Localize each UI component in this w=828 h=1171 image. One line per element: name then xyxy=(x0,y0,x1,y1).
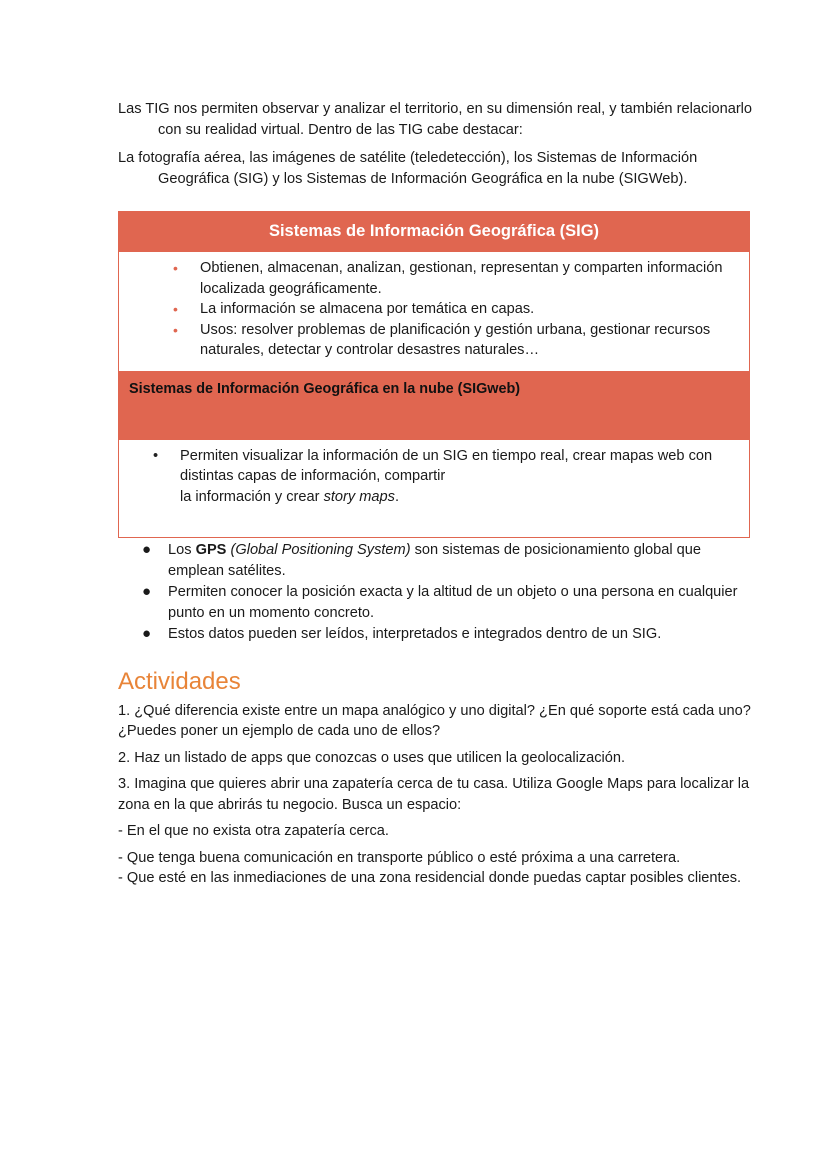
activity-criterion-2: - Que tenga buena comunicación en transporte público o esté próxima a una carretera. xyxy=(118,849,681,866)
bullet-icon: ● xyxy=(142,583,152,600)
bullet-icon: • xyxy=(173,301,178,317)
activity-question-3: 3. Imagina que quieres abrir una zapatería cerca de tu casa. Utiliza Google Maps para localizar la zona en la que abrirás tu negocio. Busca un espacio: xyxy=(118,776,750,813)
intro-paragraph-2: La fotografía aérea, las imágenes de satélite (teledetección), los Sistemas de Información Geográfica (SIG) y los Sistemas de Información Geográfica en la nube (SIGWeb). xyxy=(118,150,698,187)
activity-criterion-1: - En el que no exista otra zapatería cerca. xyxy=(118,823,389,839)
sig-bullet-list xyxy=(119,258,749,361)
activity-criterion-3: - Que esté en las inmediaciones de una zona residencial donde puedas captar posibles clientes. xyxy=(118,870,742,886)
list-item: • Obtienen, almacenan, analizan, gestionan, representan y comparten información localizada geográficamente. xyxy=(173,260,723,297)
list-item: • Permiten visualizar la información de un SIG en tiempo real, crear mapas web con distintas capas de información, compartir la información y crear story maps. xyxy=(153,447,713,505)
sigweb-box-body xyxy=(119,440,749,538)
activities-heading: Actividades xyxy=(118,667,241,695)
sigweb-bullet-list xyxy=(119,446,749,508)
list-item: ● Permiten conocer la posición exacta y la altitud de un objeto o una persona en cualquier punto en un momento concreto. xyxy=(142,583,738,621)
sigweb-item-line1: Permiten visualizar la información de un SIG en tiempo real, crear mapas web con distintas capas de información, compartir xyxy=(180,447,713,484)
sig-info-box xyxy=(118,211,750,538)
gps-bullet-list xyxy=(118,540,758,645)
list-item: • Usos: resolver problemas de planificación y gestión urbana, gestionar recursos naturales, detectar y controlar desastres naturales… xyxy=(173,321,711,358)
intro-paragraph-1: Las TIG nos permiten observar y analizar el territorio, en su dimensión real, y también relacionarlo con su realidad virtual. Dentro de las TIG cabe destacar: xyxy=(118,101,753,138)
activities-section xyxy=(118,667,758,889)
list-item: ● Estos datos pueden ser leídos, interpretados e integrados dentro de un SIG. xyxy=(142,624,758,645)
activity-question-1: 1. ¿Qué diferencia existe entre un mapa analógico y uno digital? ¿En qué soporte está cada uno? ¿Puedes poner un ejemplo de cada uno de ellos? xyxy=(118,702,751,739)
activity-question-2: 2. Haz un listado de apps que conozcas o uses que utilicen la geolocalización. xyxy=(118,749,626,766)
bullet-icon: ● xyxy=(142,541,152,558)
bullet-icon: • xyxy=(173,321,178,338)
gps-expansion: (Global Positioning System) xyxy=(230,542,411,558)
sig-box-title: Sistemas de Información Geográfica (SIG) xyxy=(119,212,749,252)
gps-term: GPS xyxy=(195,542,227,558)
sigweb-box-title: Sistemas de Información Geográfica en la nube (SIGweb) xyxy=(119,371,749,440)
bullet-icon: ● xyxy=(142,625,152,642)
sig-box-body xyxy=(119,252,749,371)
bullet-icon: • xyxy=(153,447,159,464)
bullet-icon: • xyxy=(173,260,178,276)
document-page xyxy=(118,99,758,895)
story-maps-term: story maps xyxy=(323,488,395,505)
list-item: ● Los GPS (Global Positioning System) son sistemas de posicionamiento global que emplean satélites. xyxy=(142,541,701,579)
list-item: • La información se almacena por temática en capas. xyxy=(173,299,749,320)
